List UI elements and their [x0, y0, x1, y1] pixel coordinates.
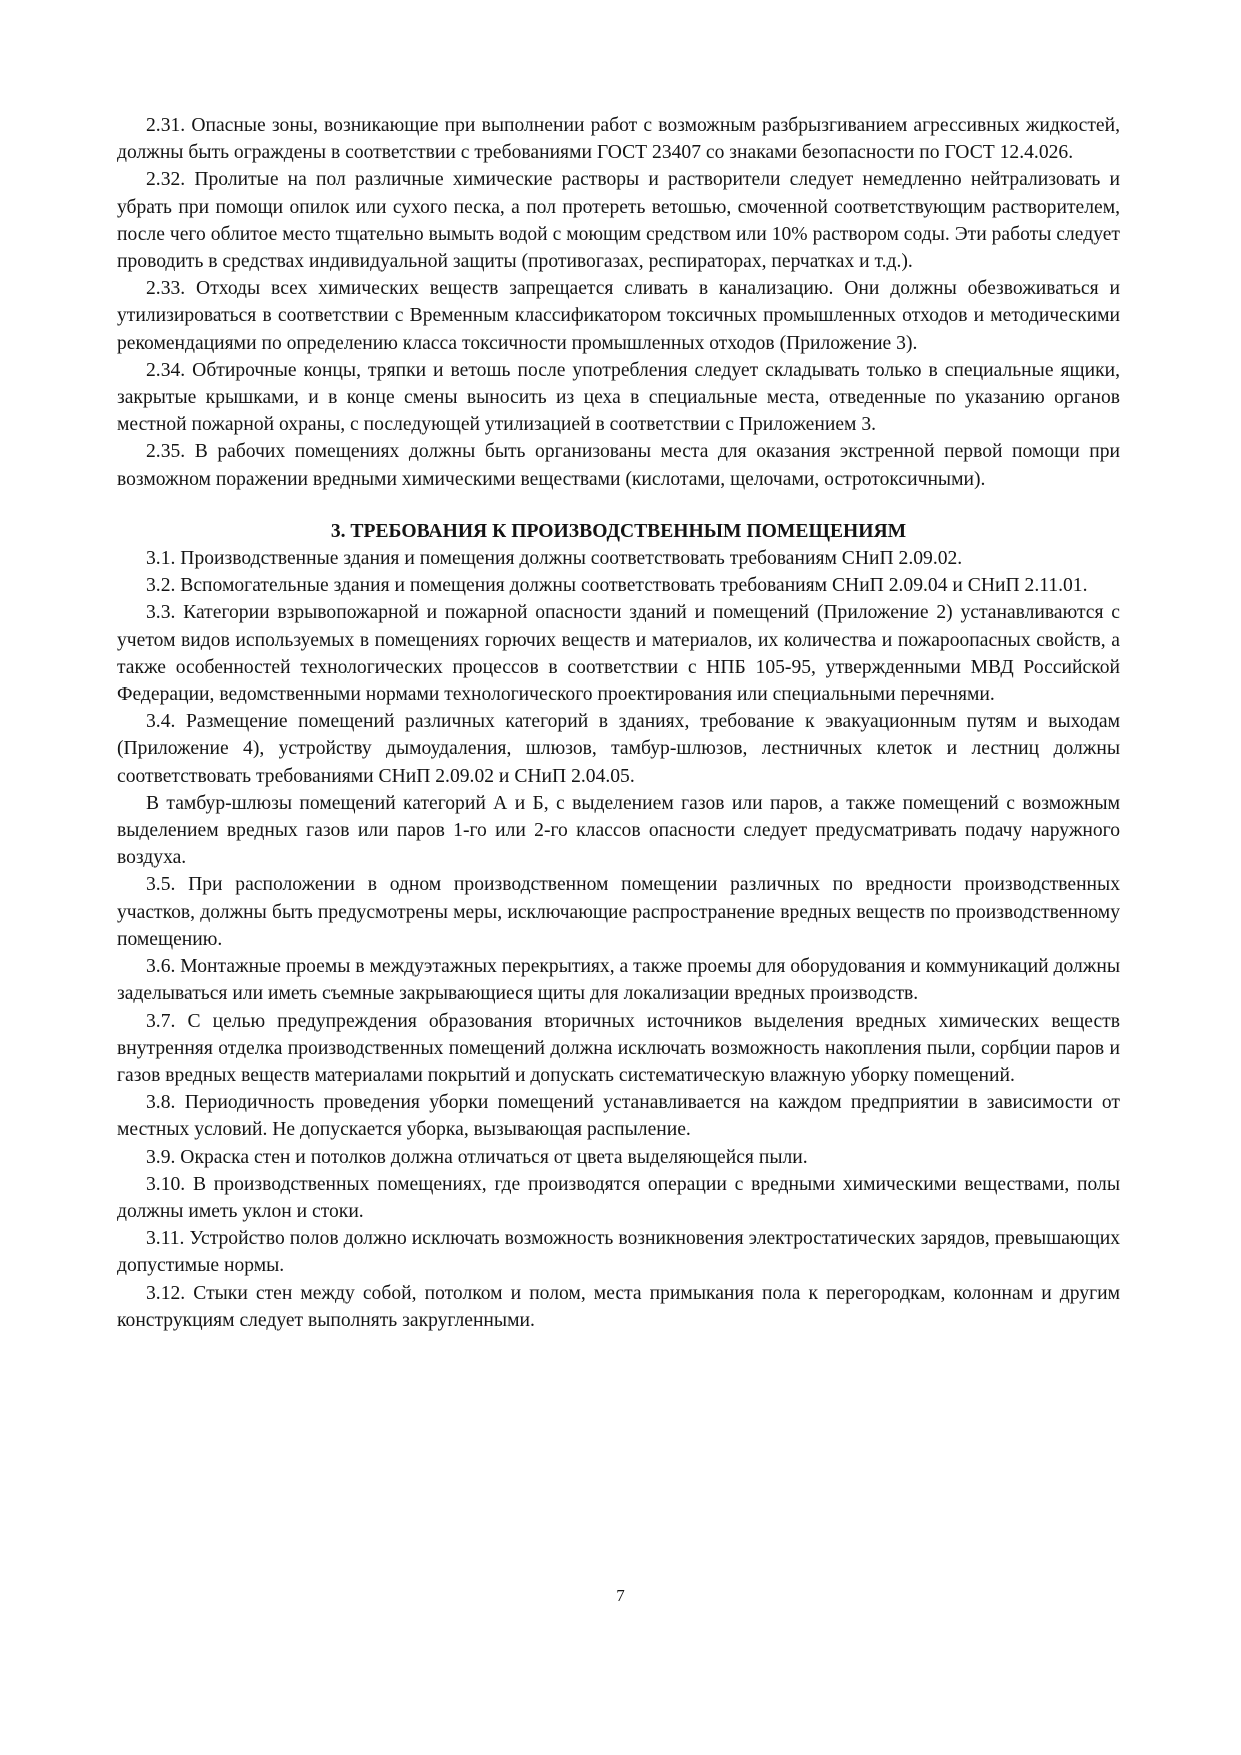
paragraph-3-5: 3.5. При расположении в одном производственном помещении различных по вредности производственных участков, должны быть предусмотрены меры, исключающие распространение вредных веществ по производственному помещению. [117, 874, 1120, 950]
paragraph-3-8: 3.8. Периодичность проведения уборки помещений устанавливается на каждом предприятии в зависимости от местных условий. Не допускается уборка, вызывающая распыление. [117, 1092, 1120, 1141]
paragraph-3-2: 3.2. Вспомогательные здания и помещения должны соответствовать требованиям СНиП 2.09.04 и СНиП 2.11.01. [146, 575, 1088, 597]
paragraph-3-3: 3.3. Категории взрывопожарной и пожарной опасности зданий и помещений (Приложение 2) устанавливаются с учетом видов используемых в помещениях горючих веществ и материалов, их количества и пожароопасных свойств, а также особенностей технологических процессов в соответствии с НПБ 105-95, утвержденными МВД Российской Федерации, ведомственными нормами технологического проектирования или специальными перечнями. [117, 602, 1120, 706]
section-spacer [117, 493, 1120, 518]
paragraph-2-35: 2.35. В рабочих помещениях должны быть организованы места для оказания экстренной первой помощи при возможном поражении вредными химическими веществами (кислотами, щелочами, остротоксичными). [117, 441, 1120, 490]
paragraph-3-12: 3.12. Стыки стен между собой, потолком и полом, места примыкания пола к перегородкам, колоннам и другим конструкциям следует выполнять закругленными. [117, 1282, 1120, 1331]
paragraph-2-32: 2.32. Пролитые на пол различные химические растворы и растворители следует немедленно нейтрализовать и убрать при помощи опилок или сухого песка, а пол протереть ветошью, смоченной соответствующим растворителем, после чего облитое место тщательно вымыть водой с моющим средством или 10% раствором соды. Эти работы следует проводить в средствах индивидуальной защиты (противогазах, респираторах, перчатках и т.д.). [117, 169, 1120, 273]
paragraph-3-4: 3.4. Размещение помещений различных категорий в зданиях, требование к эвакуационным путям и выходам (Приложение 4), устройству дымоудаления, шлюзов, тамбур-шлюзов, лестничных клеток и лестниц должны соответствовать требованиями СНиП 2.09.02 и СНиП 2.04.05. [117, 711, 1120, 787]
paragraph-3-11: 3.11. Устройство полов должно исключать возможность возникновения электростатических зарядов, превышающих допустимые нормы. [117, 1228, 1120, 1277]
paragraph-3-10: 3.10. В производственных помещениях, где производятся операции с вредными химическими веществами, полы должны иметь уклон и стоки. [117, 1173, 1120, 1222]
paragraph-3-1: 3.1. Производственные здания и помещения должны соответствовать требованиям СНиП 2.09.02. [146, 548, 963, 570]
document-page [117, 112, 1120, 1334]
paragraph-3-9: 3.9. Окраска стен и потолков должна отличаться от цвета выделяющейся пыли. [146, 1146, 808, 1168]
paragraph-2-34: 2.34. Обтирочные концы, тряпки и ветошь после употребления следует складывать только в специальные ящики, закрытые крышками, и в конце смены выносить из цеха в специальные места, отведенные по указанию органов местной пожарной охраны, с последующей утилизацией в соответствии с Приложением 3. [117, 359, 1120, 436]
paragraph-2-33: 2.33. Отходы всех химических веществ запрещается сливать в канализацию. Они должны обезвоживаться и утилизироваться в соответствии с Временным классификатором токсичных промышленных отходов и методическими рекомендациями по определению класса токсичности промышленных отходов (Приложение 3). [117, 278, 1120, 354]
paragraph-3-7: 3.7. С целью предупреждения образования вторичных источников выделения вредных химических веществ внутренняя отделка производственных помещений должна исключать возможность накопления пыли, сорбции паров и газов вредных веществ материалами покрытий и допускать систематическую влажную уборку помещений. [117, 1010, 1120, 1086]
section-3-heading: 3. ТРЕБОВАНИЯ К ПРОИЗВОДСТВЕННЫМ ПОМЕЩЕНИЯМ [330, 520, 907, 542]
paragraph-3-4-airlock: В тамбур-шлюзы помещений категорий А и Б, с выделением газов или паров, а также помещений с возможным выделением вредных газов или паров 1-го или 2-го классов опасности следует предусматривать подачу наружного воздуха. [117, 792, 1120, 869]
paragraph-2-31: 2.31. Опасные зоны, возникающие при выполнении работ с возможным разбрызгиванием агрессивных жидкостей, должны быть ограждены в соответствии с требованиями ГОСТ 23407 со знаками безопасности по ГОСТ 12.4.026. [117, 115, 1120, 164]
paragraph-3-6: 3.6. Монтажные проемы в междуэтажных перекрытиях, а также проемы для оборудования и коммуникаций должны заделываться или иметь съемные закрывающиеся щиты для локализации вредных производств. [117, 956, 1120, 1005]
page-number: 7 [616, 1586, 625, 1605]
